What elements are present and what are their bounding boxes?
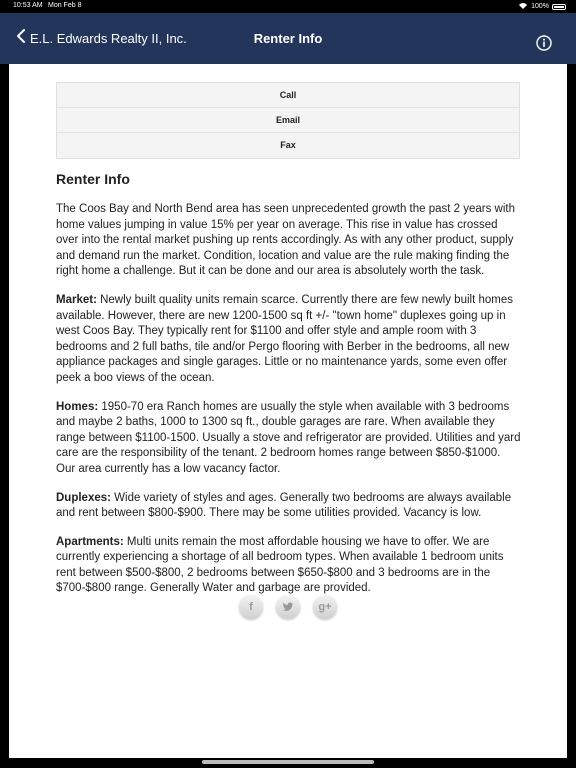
email-button[interactable]: Email xyxy=(57,108,519,133)
battery-percent: 100% xyxy=(531,3,549,10)
home-indicator xyxy=(202,760,374,764)
homes-paragraph xyxy=(56,400,522,478)
status-right xyxy=(518,2,566,11)
intro-paragraph: The Coos Bay and North Bend area has seen unprecedented growth the past 2 years with home values jumping in value 15% per year on average. This rise in value has crossed over into the rental market pushing up rents accordingly. As with any other product, supply and demand run the market. Condition, location and value are the rule making finding the right home a challenge. But it can be done and our area is absolutely worth the task. xyxy=(56,203,516,278)
market-paragraph xyxy=(56,293,522,387)
apartments-paragraph xyxy=(56,535,522,597)
contact-buttons xyxy=(56,82,520,159)
renter-info-content xyxy=(56,171,522,610)
homes-label: Homes: xyxy=(56,400,99,413)
market-text: Newly built quality units remain scarce. Currently there are few newly built homes available. However, there are new 1200-1500 sq ft +/- "town home" duplexes going up in west Coos Bay. They typically rent for $1100 and offer style and ample room with 3 bedrooms and 2 full baths, tile and/or Pergo flooring with Berber in the bedrooms, all new appliance packages and single garages. Little or no maintenance yards, some even offer peek a boo views of the ocean. xyxy=(56,293,513,384)
status-bar xyxy=(0,0,576,13)
google-plus-icon[interactable]: g+ xyxy=(313,595,337,619)
apartments-text: Multi units remain the most affordable housing we have to offer. We are currently experiencing a shortage of all bedroom types. When available 1 bedroom units rent between $500-$800, 2 bedrooms between $650-$800 and 3 bedrooms are in the $700-$800 range. Generally Water and garbage are provided. xyxy=(56,535,504,595)
wifi-icon xyxy=(518,2,528,11)
navigation-bar xyxy=(0,13,576,64)
market-label: Market: xyxy=(56,293,97,306)
page-title: Renter Info xyxy=(253,31,323,46)
back-button-label: E.L. Edwards Realty II, Inc. xyxy=(30,31,187,46)
facebook-icon[interactable]: f xyxy=(239,595,263,619)
status-date: Mon Feb 8 xyxy=(48,2,82,9)
duplexes-label: Duplexes: xyxy=(56,491,111,504)
apartments-label: Apartments: xyxy=(56,535,124,548)
social-share-bar xyxy=(9,595,567,619)
chevron-left-icon xyxy=(16,29,26,48)
homes-text: 1950-70 era Ranch homes are usually the style when available with 3 bedrooms and maybe 2 baths, 1000 to 1300 sq ft., double garages are rare. When available they range between $1100-1500. Usually a stove and refrigerator are provided. Utilities and yard care are the responsibility of the tenant. 2 bedroom homes range between $850-$1000. Our area currently has a low vacancy factor. xyxy=(56,400,521,475)
status-time: 10:53 AM xyxy=(13,2,43,9)
section-heading: Renter Info xyxy=(56,171,130,187)
duplexes-text: Wide variety of styles and ages. Generally two bedrooms are always available and rent between $800-$900. There may be some utilities provided. Vacancy is low. xyxy=(56,491,512,520)
info-icon[interactable] xyxy=(536,35,552,51)
content-page xyxy=(9,64,567,758)
battery-icon xyxy=(552,4,566,10)
back-button[interactable] xyxy=(16,13,187,64)
call-button[interactable]: Call xyxy=(57,83,519,108)
duplexes-paragraph xyxy=(56,491,522,522)
twitter-icon[interactable] xyxy=(276,595,300,619)
fax-button[interactable]: Fax xyxy=(57,133,519,158)
